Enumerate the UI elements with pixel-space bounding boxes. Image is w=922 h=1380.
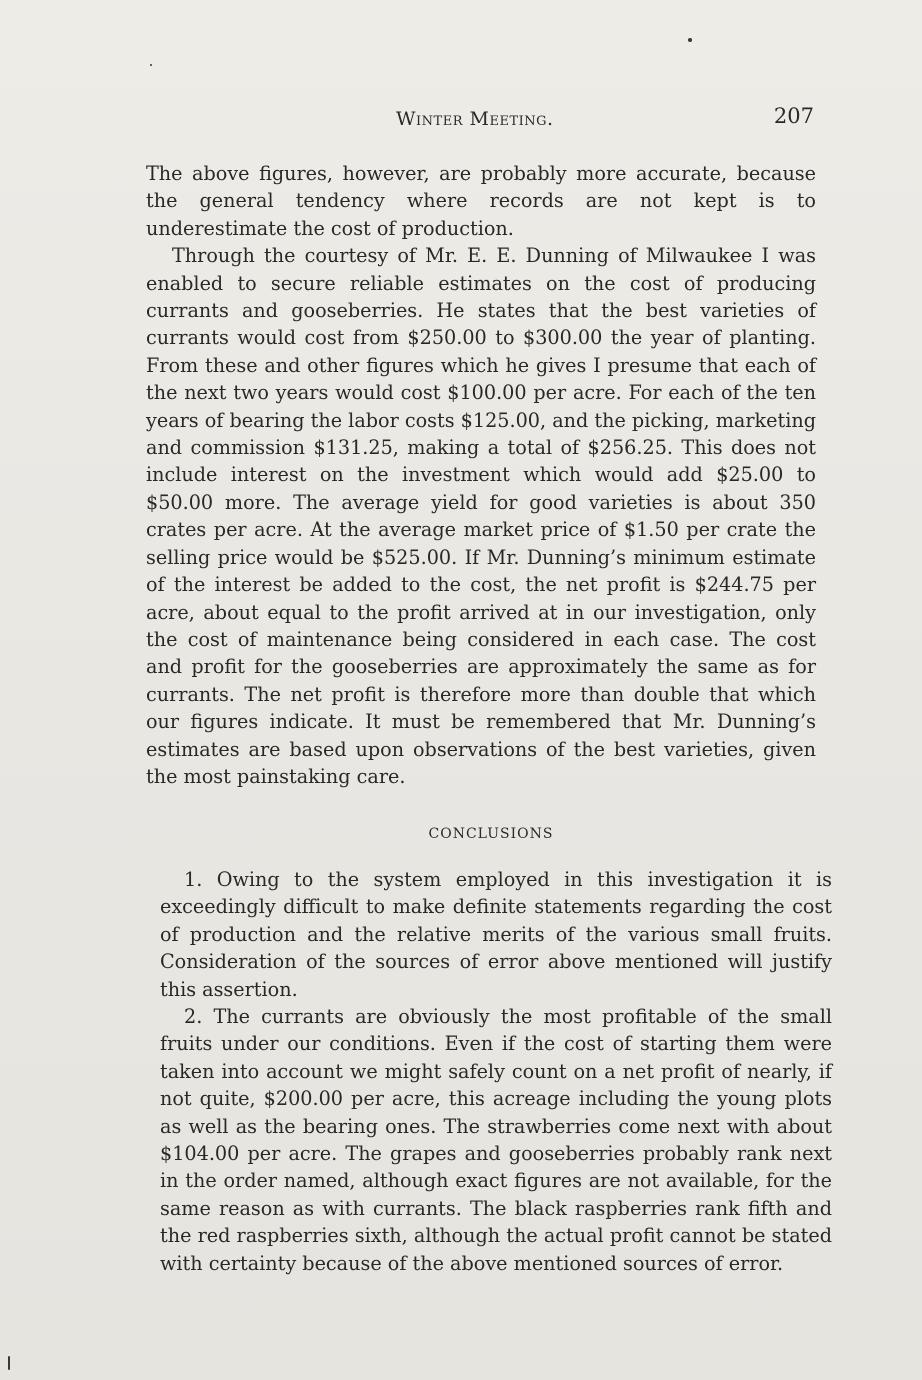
ink-speck (8, 1356, 10, 1370)
page-header (146, 104, 816, 134)
conclusions-list (160, 866, 832, 1277)
running-head: Winter Meeting. (396, 108, 554, 130)
paragraph: Through the courtesy of Mr. E. E. Dunning of Milwaukee I was enabled to secure reliable estimates on the cost of producing currants and gooseberries. He states that the best varieties of currants would cost from $250.00 to $300.00 the year of planting. From these and other figures which he gives I presume that each of the next two years would cost $100.00 per acre. For each of the ten years of bearing the labor costs $125.00, and the picking, marketing and commission $131.25, making a total of $256.25. This does not include interest on the investment which would add $25.00 to $50.00 more. The average yield for good varieties is about 350 crates per acre. At the average market price of $1.50 per crate the selling price would be $525.00. If Mr. Dunning’s minimum estimate of the interest be added to the cost, the net profit is $244.75 per acre, about equal to the profit arrived at in our investigation, only the cost of maintenance being considered in each case. The cost and profit for the gooseberries are approximately the same as for currants. The net profit is therefore more than double that which our figures indicate. It must be remembered that Mr. Dunning’s estimates are based upon observations of the best varieties, given the most painstaking care. (146, 244, 816, 788)
section-heading: CONCLUSIONS (428, 826, 554, 842)
paragraph: The above figures, however, are probably more accurate, because the general tendency where records are not kept is to underestimate the cost of production. (146, 162, 816, 240)
page-number: 207 (773, 104, 814, 128)
conclusion-item: 1. Owing to the system employed in this investigation it is exceedingly difficult to make definite statements regarding the cost of production and the relative merits of the various small fruits. Consideration of the sources of error above mentioned will justify this assertion. (160, 868, 832, 1001)
body-text (146, 160, 816, 790)
conclusion-item: 2. The currants are obviously the most profitable of the small fruits under our conditions. Even if the cost of starting them were taken into account we might safely count on a net profit of nearly, if not quite, $200.00 per acre, this acreage including the young plots as well as the bearing ones. The strawberries come next with about $104.00 per acre. The grapes and gooseberries probably rank next in the order named, although exact figures are not available, for the same reason as with currants. The black raspberries rank fifth and the red raspberries sixth, although the actual profit cannot be stated with certainty because of the above mentioned sources of error. (160, 1005, 832, 1275)
ink-speck (688, 38, 692, 42)
ink-speck (150, 64, 152, 66)
